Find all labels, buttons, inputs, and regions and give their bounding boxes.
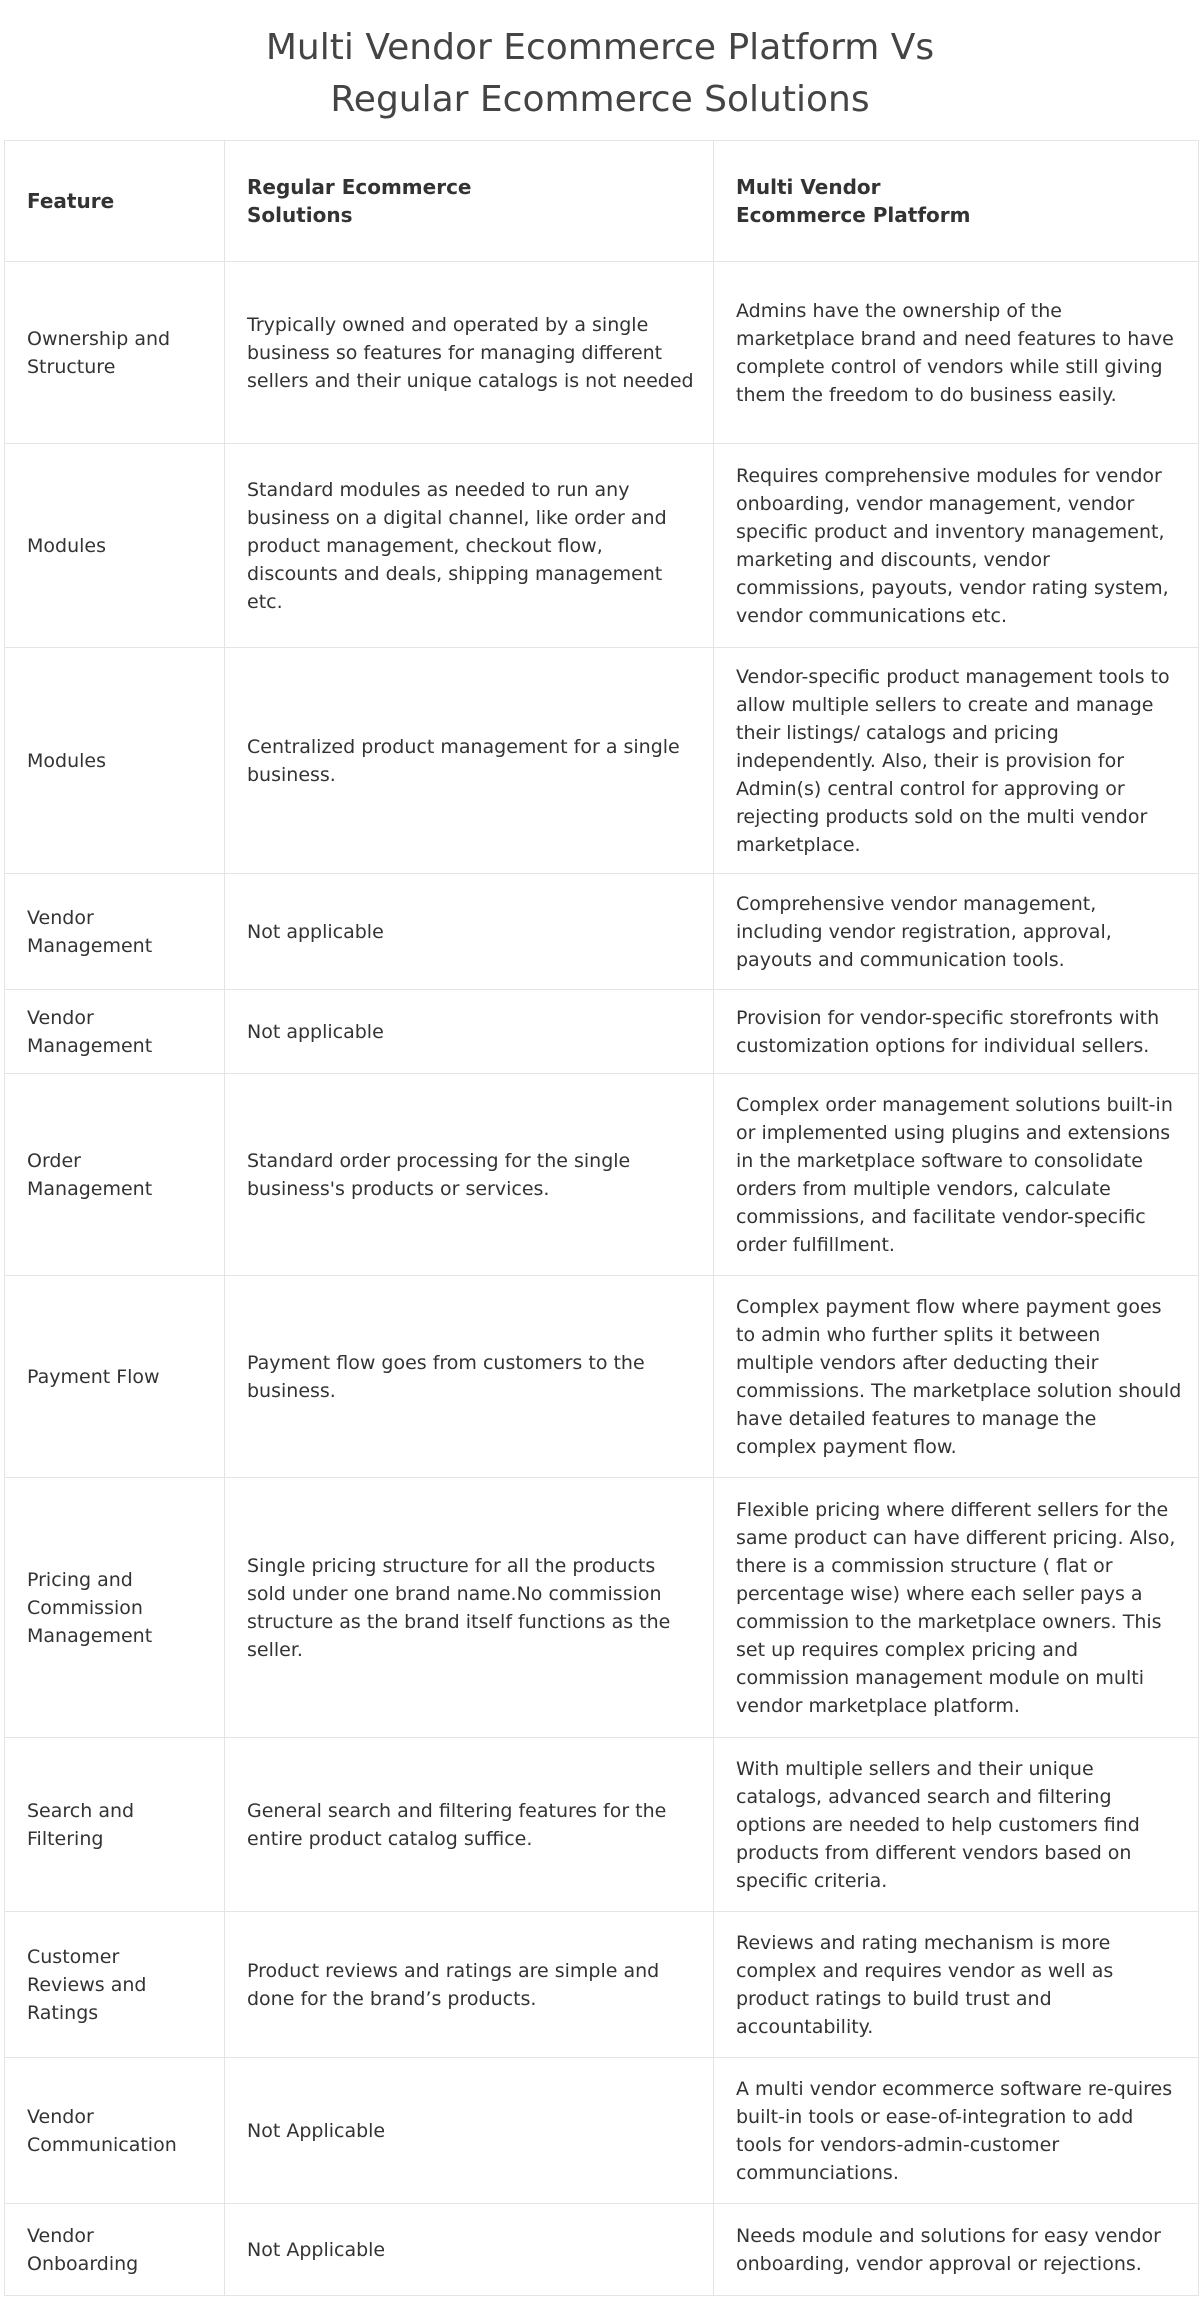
table-row xyxy=(5,2204,1199,2296)
multi-vendor-cell: Needs module and solutions for easy vendor onboarding, vendor approval or rejections. xyxy=(714,2204,1199,2296)
feature-cell: Modules xyxy=(5,444,225,648)
feature-cell: Order Management xyxy=(5,1074,225,1276)
page-title xyxy=(0,0,1200,118)
multi-vendor-cell: Flexible pricing where different sellers for the same product can have different pricing. Also, there is a commission structure ( flat or percentage wise) where each seller pays a commission to the marketplace owners. This set up requires complex pricing and commission management module on multi vendor marketplace platform. xyxy=(714,1478,1199,1738)
regular-cell: Not applicable xyxy=(225,874,714,990)
regular-cell: Standard modules as needed to run any business on a digital channel, like order and product management, checkout flow, discounts and deals, shipping management etc. xyxy=(225,444,714,648)
multi-vendor-cell: Vendor-specific product management tools to allow multiple sellers to create and manage their listings/ catalogs and pricing independently. Also, their is provision for Admin(s) central control for approving or rejecting products sold on the multi vendor marketplace. xyxy=(714,648,1199,874)
table-row xyxy=(5,444,1199,648)
regular-cell: General search and filtering features for the entire product catalog suffice. xyxy=(225,1738,714,1912)
table-row xyxy=(5,1738,1199,1912)
multi-vendor-cell: With multiple sellers and their unique catalogs, advanced search and filtering options are needed to help customers find products from different vendors based on specific criteria. xyxy=(714,1738,1199,1912)
table-row xyxy=(5,1912,1199,2058)
regular-cell: Not Applicable xyxy=(225,2204,714,2296)
regular-cell: Not applicable xyxy=(225,990,714,1074)
feature-cell: Vendor Management xyxy=(5,990,225,1074)
regular-cell: Standard order processing for the single business's products or services. xyxy=(225,1074,714,1276)
feature-cell: Vendor Onboarding xyxy=(5,2204,225,2296)
table-row xyxy=(5,1478,1199,1738)
column-header-feature: Feature xyxy=(5,141,225,262)
multi-vendor-cell: Complex order management solutions built-in or implemented using plugins and extensions in the marketplace software to consolidate orders from multiple vendors, calculate commissions, and facilitate vendor-specific order fulfillment. xyxy=(714,1074,1199,1276)
multi-vendor-cell: Provision for vendor-specific storefronts with customization options for individual sellers. xyxy=(714,990,1199,1074)
multi-vendor-cell: Comprehensive vendor management, including vendor registration, approval, payouts and communication tools. xyxy=(714,874,1199,990)
table-row xyxy=(5,648,1199,874)
feature-cell: Vendor Management xyxy=(5,874,225,990)
table-row xyxy=(5,874,1199,990)
regular-cell: Product reviews and ratings are simple and done for the brand’s products. xyxy=(225,1912,714,2058)
table-row xyxy=(5,2058,1199,2204)
feature-cell: Pricing and Commission Management xyxy=(5,1478,225,1738)
feature-cell: Payment Flow xyxy=(5,1276,225,1478)
multi-vendor-cell: Requires comprehensive modules for vendor onboarding, vendor management, vendor specific product and inventory management, marketing and discounts, vendor commissions, payouts, vendor rating system, vendor communications etc. xyxy=(714,444,1199,648)
regular-cell: Single pricing structure for all the products sold under one brand name.No commission structure as the brand itself functions as the seller. xyxy=(225,1478,714,1738)
multi-vendor-cell: Reviews and rating mechanism is more complex and requires vendor as well as product ratings to build trust and accountability. xyxy=(714,1912,1199,2058)
regular-cell: Not Applicable xyxy=(225,2058,714,2204)
regular-cell: Payment flow goes from customers to the business. xyxy=(225,1276,714,1478)
feature-cell: Customer Reviews and Ratings xyxy=(5,1912,225,2058)
table-row xyxy=(5,1074,1199,1276)
column-header-regular: Regular Ecommerce Solutions xyxy=(225,141,714,262)
column-header-multi: Multi Vendor Ecommerce Platform xyxy=(714,141,1199,262)
page-title-line-1: Multi Vendor Ecommerce Platform Vs xyxy=(265,27,935,68)
table-row xyxy=(5,990,1199,1074)
regular-cell: Trypically owned and operated by a single business so features for managing different sellers and their unique catalogs is not needed xyxy=(225,262,714,444)
multi-vendor-cell: Complex payment flow where payment goes to admin who further splits it between multiple vendors after deducting their commissions. The marketplace solution should have detailed features to manage the complex payment flow. xyxy=(714,1276,1199,1478)
multi-vendor-cell: Admins have the ownership of the marketplace brand and need features to have complete control of vendors while still giving them the freedom to do business easily. xyxy=(714,262,1199,444)
table-row xyxy=(5,1276,1199,1478)
table-header-row xyxy=(5,141,1199,262)
feature-cell: Vendor Communication xyxy=(5,2058,225,2204)
page-title-line-2: Regular Ecommerce Solutions xyxy=(330,79,870,120)
feature-cell: Ownership and Structure xyxy=(5,262,225,444)
feature-cell: Modules xyxy=(5,648,225,874)
multi-vendor-cell: A multi vendor ecommerce software re-quires built-in tools or ease-of-integration to add tools for vendors-admin-customer communciations. xyxy=(714,2058,1199,2204)
regular-cell: Centralized product management for a single business. xyxy=(225,648,714,874)
comparison-table xyxy=(4,140,1199,2296)
table-row xyxy=(5,262,1199,444)
feature-cell: Search and Filtering xyxy=(5,1738,225,1912)
